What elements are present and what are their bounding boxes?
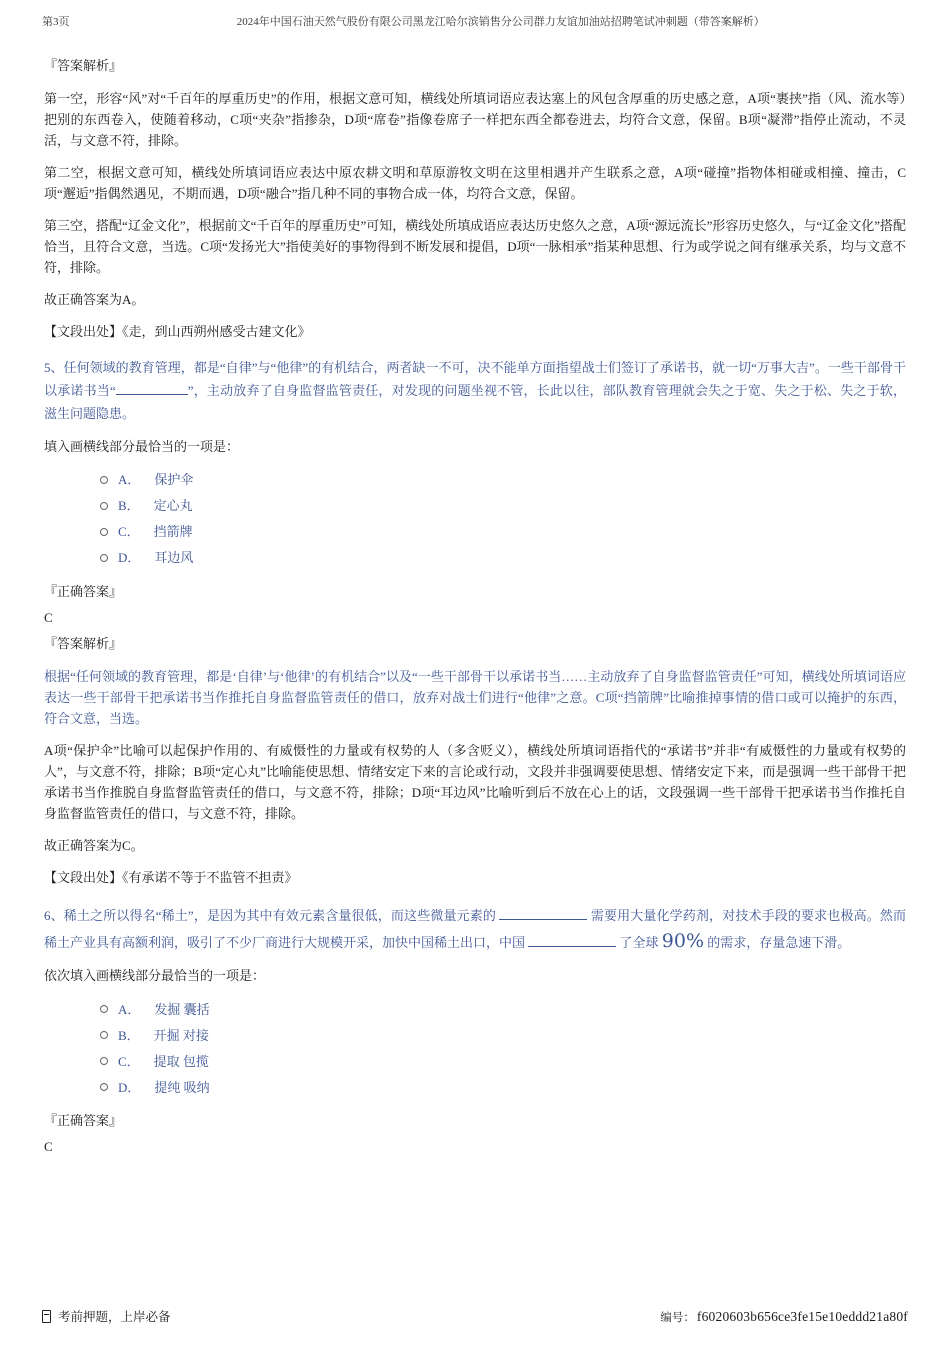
option-row-c[interactable] (44, 1048, 906, 1074)
option-radio-icon[interactable] (100, 1031, 108, 1039)
page-header (0, 0, 950, 29)
option-text: 提取 包揽 (153, 1053, 209, 1069)
stem-text: 5、任何领域的教育管理，都是“自律”与“他律”的有机结合，两者缺一不可，决不能单方面指望战士们签订了承诺书，就一切“万事大吉”。一些干部骨干以承诺书当“ (44, 359, 906, 398)
analysis-paragraph-1: 第一空，形容“风”对“千百年的厚重历史”的作用，根据文意可知，横线处所填词语应表达塞上的风包含厚重的历史感之意，A项“裹挟”指（风、流水等）把别的东西卷入，使随着移动，C项“夹杂”指掺杂，D项“席卷”指像卷席子一样把东西全都卷进去，均符合文意，保留。B项“凝滞”指停止流动，不灵活，与文意不符，排除。 (44, 91, 906, 149)
option-row-c[interactable] (44, 519, 906, 545)
percent-value: 90% (661, 930, 705, 953)
analysis-paragraph-2: A项“保护伞”比喻可以起保护作用的、有威慑性的力量或有权势的人（多含贬义），横线处所填词语指代的“承诺书”并非“有威慑性的力量或有权势的人”，与文意不符，排除；B项“定心丸”比喻能使思想、情绪安定下来的言论或行动，文段并非强调要使思想、情绪安定下来，而是强调一些干部骨干把承诺书当作推脱自身监督监管责任的借口，与文意不符，排除；D项“耳边风”比喻听到后不放在心上的话，文段强调一些干部骨干把承诺书当作推托自身监督监管责任的借口，与文意不符，排除。 (44, 743, 906, 822)
question-5-stem (44, 356, 906, 425)
option-letter: D． (118, 1079, 141, 1095)
doc-id-code: f6020603b656ce3fe15e10eddd21a80f (696, 1309, 908, 1324)
page-content (0, 29, 950, 1158)
correct-answer-value: C (44, 1139, 53, 1155)
option-row-d[interactable] (44, 1074, 906, 1100)
option-text: 保护伞 (154, 472, 194, 488)
question-5-options (44, 467, 906, 571)
question-6-stem (44, 902, 906, 958)
correct-answer-value: C (44, 609, 53, 625)
analysis-heading: 『答案解析』 (44, 58, 123, 73)
stem-text: 了全球 (619, 935, 659, 951)
blank-line (116, 384, 188, 395)
analysis-paragraph-2: 第二空，根据文意可知，横线处所填词语应表达中原农耕文明和草原游牧文明在这里相遇并产生联系之意，A项“碰撞”指物体相碰或相撞、撞击，C项“邂逅”指偶然遇见，不期而遇，D项“融合”指几种不同的事物合成一体，均符合文意，保留。 (44, 165, 906, 202)
doc-id-label: 编号： (660, 1312, 695, 1324)
option-letter: A． (118, 1001, 141, 1017)
option-row-d[interactable] (44, 545, 906, 571)
option-radio-icon[interactable] (100, 1083, 108, 1091)
analysis-paragraph-1: 根据“任何领域的教育管理，都是‘自律’与‘他律’的有机结合”以及“一些干部骨干以承诺书当……主动放弃了自身监督监管责任”可知，横线处所填词语应表达一些干部骨干把承诺书当作推托自身监督监管责任的借口，放弃对战士们进行“他律”之意。C项“挡箭牌”比喻推掉事情的借口或可以掩护的东西，符合文意，当选。 (44, 669, 906, 727)
option-letter: A． (118, 472, 141, 488)
question-5-prompt: 填入画横线部分最恰当的一项是： (44, 438, 240, 454)
option-letter: C． (118, 1053, 140, 1069)
stem-text: 的需求，存量急速下滑。 (707, 935, 851, 951)
option-text: 开掘 对接 (153, 1027, 209, 1043)
footer-slogan: 考前押题，上岸必备 (58, 1310, 171, 1324)
footer-right (660, 1309, 908, 1325)
analysis-heading: 『答案解析』 (44, 636, 123, 652)
question-6-prompt: 依次填入画横线部分最恰当的一项是： (44, 968, 266, 984)
option-row-b[interactable] (44, 1022, 906, 1048)
option-text: 耳边风 (154, 550, 194, 566)
stem-text: 6、稀土之所以得名“稀土”，是因为其中有效元素含量很低，而这些微量元素的 (44, 907, 497, 923)
blank-line (499, 908, 587, 919)
option-letter: C． (118, 524, 140, 540)
source-line: 【文段出处】《有承诺不等于不监管不担责》 (44, 870, 298, 886)
option-row-a[interactable] (44, 467, 906, 493)
page-footer (42, 1307, 908, 1325)
correct-answer-heading: 『正确答案』 (44, 1113, 123, 1129)
option-text: 发掘 囊括 (154, 1001, 210, 1017)
option-radio-icon[interactable] (100, 476, 108, 484)
stem-text: ”，主动放弃了自身监督监管责任，对发现的问题坐视不管，长此以往，部队教育管理就会失之于宽、失之于松、失之于软，滋生问题隐患。 (44, 382, 906, 421)
analysis-paragraph-3: 第三空，搭配“辽金文化”，根据前文“千百年的厚重历史”可知，横线处所填成语应表达历史悠久之意，A项“源远流长”形容历史悠久，与“辽金文化”搭配恰当，且符合文意，当选。C项“发扬光大”指使美好的事物得到不断发展和提倡，D项“一脉相承”指某种思想、行为或学说之间有继承关系，均与文意不符，排除。 (44, 218, 906, 276)
option-radio-icon[interactable] (100, 502, 108, 510)
option-radio-icon[interactable] (100, 554, 108, 562)
option-letter: B． (118, 498, 140, 514)
option-radio-icon[interactable] (100, 1005, 108, 1013)
correct-answer-heading: 『正确答案』 (44, 583, 123, 599)
option-text: 挡箭牌 (153, 524, 193, 540)
option-radio-icon[interactable] (100, 1057, 108, 1065)
option-row-a[interactable] (44, 996, 906, 1022)
option-text: 提纯 吸纳 (154, 1079, 210, 1095)
option-text: 定心丸 (153, 498, 193, 514)
option-letter: B． (118, 1027, 140, 1043)
footer-stamp-icon (42, 1310, 51, 1323)
question-6-options (44, 996, 906, 1100)
source-line: 【文段出处】《走，到山西朔州感受古建文化》 (44, 324, 311, 340)
conclusion-line: 故正确答案为A。 (44, 292, 145, 308)
conclusion-line: 故正确答案为C。 (44, 838, 144, 854)
stem-text: 需要用大量化学药剂，对技术手段的要求也极高。然而稀土产业具有高额利润，吸引了不少厂商进行大规模开采，加快中国稀土出口，中国 (44, 907, 906, 951)
option-letter: D． (118, 550, 141, 566)
document-title: 2024年中国石油天然气股份有限公司黑龙江哈尔滨销售分公司群力友谊加油站招聘笔试冲刺题（带答案解析） (236, 16, 765, 28)
blank-line (528, 936, 616, 947)
page-number: 第3页 (42, 16, 70, 28)
option-row-b[interactable] (44, 493, 906, 519)
footer-left (42, 1307, 171, 1325)
option-radio-icon[interactable] (100, 528, 108, 536)
